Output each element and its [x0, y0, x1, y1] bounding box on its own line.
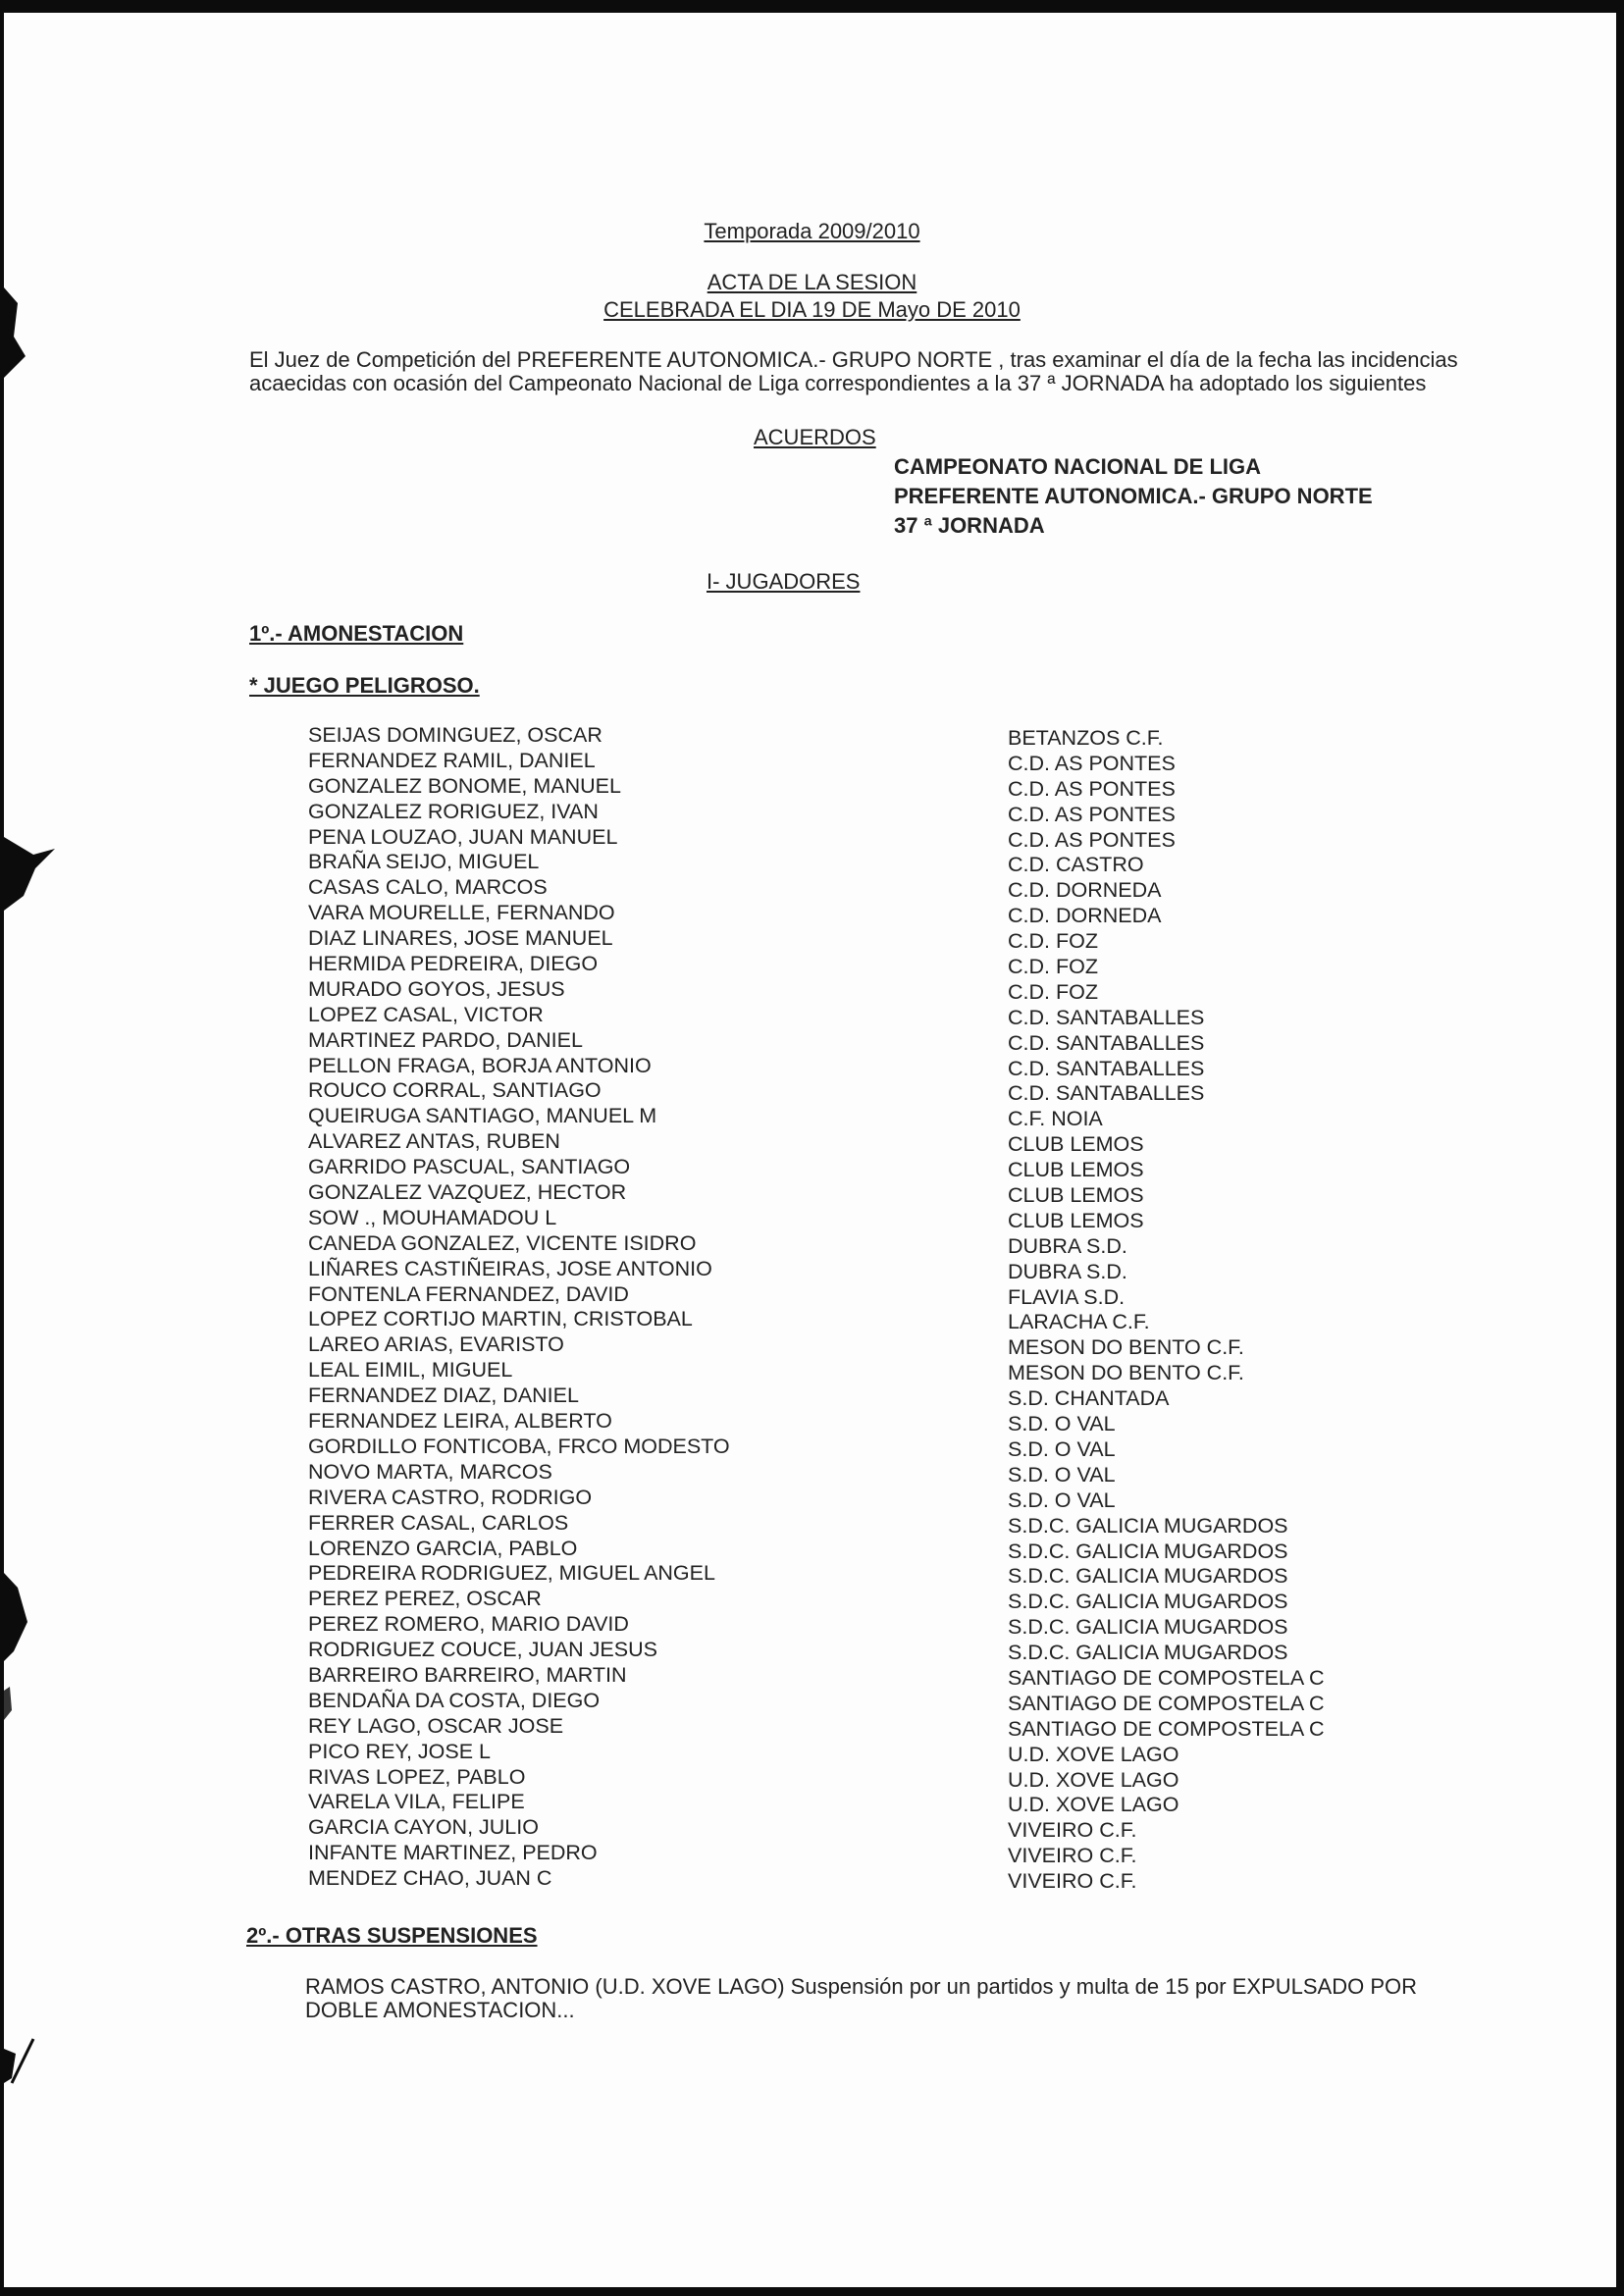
player-name: FONTENLA FERNANDEZ, DAVID — [308, 1281, 629, 1306]
player-name: SOW ., MOUHAMADOU L — [308, 1205, 557, 1229]
player-club: DUBRA S.D. — [1008, 1233, 1127, 1258]
player-name: GARRIDO PASCUAL, SANTIAGO — [308, 1155, 631, 1179]
otras-suspensiones-title: 2º.- OTRAS SUSPENSIONES — [246, 1923, 538, 1948]
player-club: S.D. O VAL — [1008, 1412, 1116, 1436]
player-name: RODRIGUEZ COUCE, JUAN JESUS — [308, 1638, 657, 1662]
player-name: NOVO MARTA, MARCOS — [308, 1459, 552, 1484]
player-club: C.D. DORNEDA — [1008, 904, 1162, 928]
player-name: FERNANDEZ RAMIL, DANIEL — [308, 748, 596, 772]
player-club: C.F. NOIA — [1008, 1107, 1103, 1131]
player-name: SEIJAS DOMINGUEZ, OSCAR — [308, 723, 602, 747]
player-club: S.D.C. GALICIA MUGARDOS — [1008, 1590, 1288, 1614]
player-club: S.D. O VAL — [1008, 1462, 1116, 1487]
player-club: VIVEIRO C.F. — [1008, 1844, 1137, 1868]
player-name: LIÑARES CASTIÑEIRAS, JOSE ANTONIO — [308, 1256, 712, 1280]
player-club: DUBRA S.D. — [1008, 1259, 1127, 1283]
player-name: MENDEZ CHAO, JUAN C — [308, 1866, 552, 1891]
player-club: CLUB LEMOS — [1008, 1132, 1144, 1157]
player-club: U.D. XOVE LAGO — [1008, 1767, 1179, 1792]
jugadores-title: I- JUGADORES — [707, 569, 861, 594]
player-club: C.D. FOZ — [1008, 979, 1098, 1004]
player-club: LARACHA C.F. — [1008, 1310, 1150, 1334]
player-name: CANEDA GONZALEZ, VICENTE ISIDRO — [308, 1230, 697, 1255]
player-club: U.D. XOVE LAGO — [1008, 1742, 1179, 1766]
player-name: FERRER CASAL, CARLOS — [308, 1510, 569, 1535]
player-club: SANTIAGO DE COMPOSTELA C — [1008, 1665, 1325, 1690]
player-club: S.D.C. GALICIA MUGARDOS — [1008, 1615, 1288, 1640]
player-club: C.D. SANTABALLES — [1008, 1030, 1205, 1055]
player-club: CLUB LEMOS — [1008, 1208, 1144, 1232]
player-name: GONZALEZ VAZQUEZ, HECTOR — [308, 1180, 627, 1205]
player-club: C.D. SANTABALLES — [1008, 1056, 1205, 1080]
player-club: C.D. AS PONTES — [1008, 802, 1176, 826]
celebrada-title: CELEBRADA EL DIA 19 DE Mayo DE 2010 — [603, 297, 1021, 322]
player-club: C.D. AS PONTES — [1008, 776, 1176, 801]
player-club: CLUB LEMOS — [1008, 1158, 1144, 1182]
player-name: BRAÑA SEIJO, MIGUEL — [308, 850, 540, 874]
player-club: C.D. DORNEDA — [1008, 878, 1162, 903]
player-club: S.D.C. GALICIA MUGARDOS — [1008, 1641, 1288, 1665]
player-name: GARCIA CAYON, JULIO — [308, 1815, 539, 1840]
player-club: S.D.C. GALICIA MUGARDOS — [1008, 1564, 1288, 1589]
player-club: S.D. CHANTADA — [1008, 1386, 1170, 1411]
player-club: VIVEIRO C.F. — [1008, 1869, 1137, 1894]
player-name: PENA LOUZAO, JUAN MANUEL — [308, 824, 618, 849]
player-club: C.D. AS PONTES — [1008, 751, 1176, 775]
player-name: ROUCO CORRAL, SANTIAGO — [308, 1078, 602, 1103]
player-club: C.D. FOZ — [1008, 955, 1098, 979]
player-name: INFANTE MARTINEZ, PEDRO — [308, 1841, 598, 1865]
player-name: RIVAS LOPEZ, PABLO — [308, 1764, 526, 1789]
player-name: HERMIDA PEDREIRA, DIEGO — [308, 952, 599, 976]
campeonato-line-2: PREFERENTE AUTONOMICA.- GRUPO NORTE — [894, 484, 1373, 508]
player-name: LAREO ARIAS, EVARISTO — [308, 1332, 564, 1357]
player-name: CASAS CALO, MARCOS — [308, 875, 548, 900]
campeonato-block — [894, 452, 1373, 541]
player-name: PEDREIRA RODRIGUEZ, MIGUEL ANGEL — [308, 1561, 715, 1586]
amonestacion-title: 1º.- AMONESTACION — [249, 621, 464, 646]
player-name: LOPEZ CASAL, VICTOR — [308, 1002, 544, 1026]
player-club: VIVEIRO C.F. — [1008, 1818, 1137, 1843]
player-names-column — [308, 723, 730, 1892]
player-name: GONZALEZ BONOME, MANUEL — [308, 773, 621, 798]
player-club: C.D. AS PONTES — [1008, 827, 1176, 852]
player-club: MESON DO BENTO C.F. — [1008, 1361, 1244, 1385]
player-name: REY LAGO, OSCAR JOSE — [308, 1713, 564, 1738]
player-club: S.D. O VAL — [1008, 1487, 1116, 1512]
acta-title: ACTA DE LA SESION — [707, 270, 917, 294]
player-name: PICO REY, JOSE L — [308, 1739, 492, 1763]
torn-edge-marks — [4, 13, 63, 2287]
player-club: SANTIAGO DE COMPOSTELA C — [1008, 1716, 1325, 1741]
player-club: CLUB LEMOS — [1008, 1183, 1144, 1208]
player-name: FERNANDEZ DIAZ, DANIEL — [308, 1383, 579, 1408]
player-name: VARELA VILA, FELIPE — [308, 1790, 525, 1814]
otras-suspensiones-text: RAMOS CASTRO, ANTONIO (U.D. XOVE LAGO) Suspensión por un partidos y multa de 15 por EXPULSADO POR DOBLE AMONESTACION... — [305, 1974, 1417, 2022]
player-club: C.D. CASTRO — [1008, 853, 1144, 877]
player-name: LORENZO GARCIA, PABLO — [308, 1536, 578, 1560]
player-name: QUEIRUGA SANTIAGO, MANUEL M — [308, 1104, 657, 1128]
player-club: BETANZOS C.F. — [1008, 726, 1164, 750]
player-name: VARA MOURELLE, FERNANDO — [308, 901, 615, 925]
player-name: GORDILLO FONTICOBA, FRCO MODESTO — [308, 1434, 730, 1458]
player-name: GONZALEZ RORIGUEZ, IVAN — [308, 799, 599, 823]
player-club: U.D. XOVE LAGO — [1008, 1793, 1179, 1817]
player-name: FERNANDEZ LEIRA, ALBERTO — [308, 1409, 612, 1434]
player-club: SANTIAGO DE COMPOSTELA C — [1008, 1691, 1325, 1715]
season-title: Temporada 2009/2010 — [704, 219, 920, 243]
player-name: PEREZ PEREZ, OSCAR — [308, 1587, 542, 1611]
player-club: MESON DO BENTO C.F. — [1008, 1335, 1244, 1360]
player-name: ALVAREZ ANTAS, RUBEN — [308, 1129, 560, 1154]
campeonato-line-3: 37 ª JORNADA — [894, 513, 1045, 538]
player-club: C.D. SANTABALLES — [1008, 1005, 1205, 1029]
player-name: MARTINEZ PARDO, DANIEL — [308, 1027, 583, 1052]
player-name: LOPEZ CORTIJO MARTIN, CRISTOBAL — [308, 1307, 693, 1331]
player-name: PELLON FRAGA, BORJA ANTONIO — [308, 1053, 652, 1077]
player-name: PEREZ ROMERO, MARIO DAVID — [308, 1612, 629, 1637]
player-name: MURADO GOYOS, JESUS — [308, 976, 565, 1001]
player-name: LEAL EIMIL, MIGUEL — [308, 1358, 513, 1383]
campeonato-line-1: CAMPEONATO NACIONAL DE LIGA — [894, 454, 1262, 479]
player-club: S.D.C. GALICIA MUGARDOS — [1008, 1513, 1288, 1538]
player-club: FLAVIA S.D. — [1008, 1284, 1126, 1309]
player-club: S.D.C. GALICIA MUGARDOS — [1008, 1539, 1288, 1563]
player-name: RIVERA CASTRO, RODRIGO — [308, 1485, 593, 1509]
juego-peligroso-title: * JUEGO PELIGROSO. — [249, 673, 480, 698]
acuerdos-title: ACUERDOS — [754, 425, 876, 449]
player-name: BARREIRO BARREIRO, MARTIN — [308, 1662, 627, 1687]
player-club: S.D. O VAL — [1008, 1436, 1116, 1461]
player-name: BENDAÑA DA COSTA, DIEGO — [308, 1688, 601, 1712]
player-club: C.D. SANTABALLES — [1008, 1081, 1205, 1106]
player-clubs-column — [1008, 726, 1325, 1895]
intro-paragraph: El Juez de Competición del PREFERENTE AUTONOMICA.- GRUPO NORTE , tras examinar el día de la fecha las incidencias acaecidas con ocasión del Campeonato Nacional de Liga correspondientes a la 37 ª JORNADA ha adoptado los siguientes — [249, 347, 1458, 395]
player-name: DIAZ LINARES, JOSE MANUEL — [308, 926, 613, 951]
player-club: C.D. FOZ — [1008, 929, 1098, 954]
